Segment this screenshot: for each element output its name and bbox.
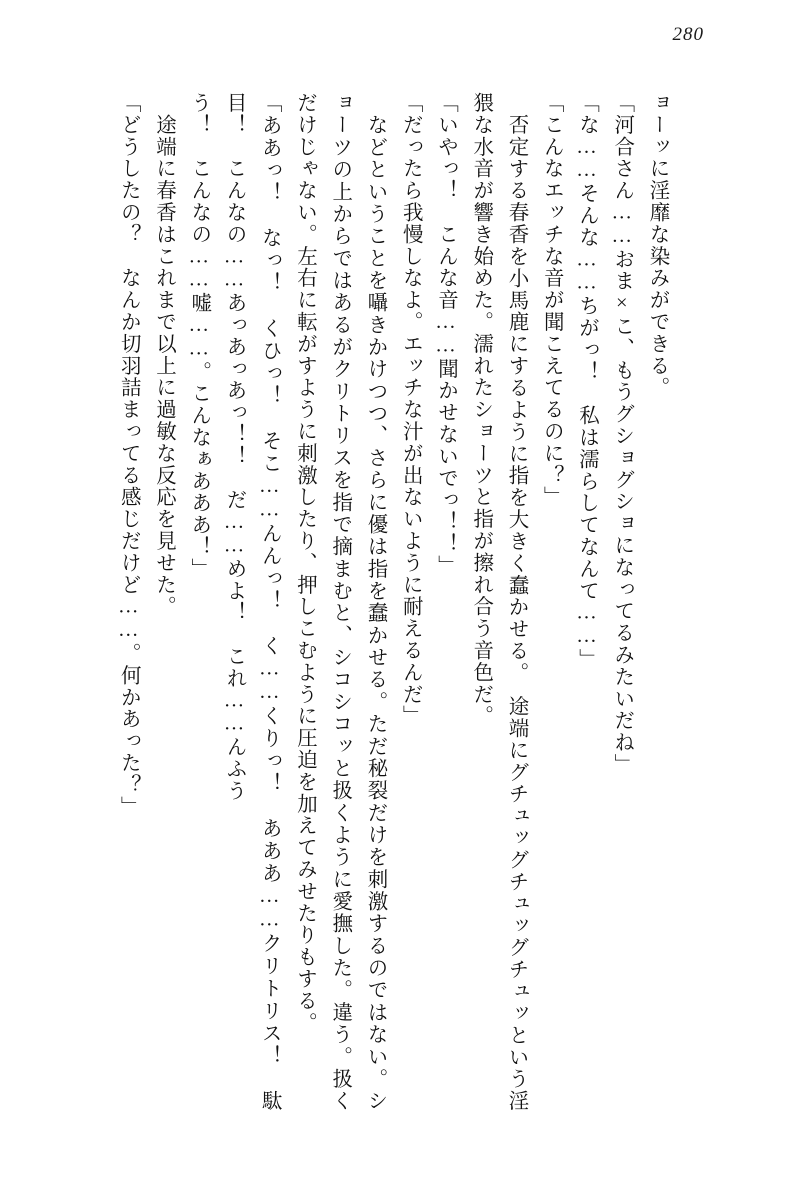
page-number: 280 (672, 24, 704, 45)
paragraph: 「な……そんな……ちがっ！ 私は濡らしてなんて……」 (575, 92, 598, 671)
paragraph: 途端に春香はこれまで以上に過敏な反応を見せた。 (152, 92, 175, 618)
paragraph: 「だったら我慢しなよ。エッチな汁が出ないように耐えるんだ」 (399, 92, 422, 728)
paragraph: 「河合さん……おま×こ、もうグショグショになってるみたいだね」 (610, 92, 633, 776)
paragraph: 「いやっ！ こんな音……聞かせないでっ！！」 (434, 92, 457, 577)
paragraph: 「どうしたの？ なんか切羽詰まってる感じだけど……。何かあった？」 (117, 92, 140, 818)
paragraph: 「ああっ！ なっ！ くひっ！ そこ……んんっ！ く……くりっ！ あああ……クリトリス！ 駄目！ こんなの……あっあっあっ！！ だ……めよ！ これ……んふう (223, 92, 281, 1112)
paragraph: ョーッに淫靡な染みができる。 (646, 92, 668, 399)
paragraph: 「こんなエッチな音が聞こえてるのに？」 (540, 92, 563, 509)
body-text (40, 92, 674, 1112)
paragraph: 否定する春香を小馬鹿にするように指を大きく蠢かせる。 途端にグチュッグチュッグチュッという淫猥な水音が響き始めた。濡れたショーツと指が擦れ合う音色だ。 (469, 92, 527, 1112)
paragraph: などということを囁きかけつつ、さらに優は指を蠢かせる。ただ秘裂だけを刺激するのではない。ショーツの上からではあるがクリトリスを指で摘まむと、シコシコッと扱くように愛撫した。違う。扱くだけじゃない。左右に転がすように刺激したり、押しこむように圧迫を加えてみせたりもする。 (293, 92, 386, 1112)
paragraph: う！ こんなの……嘘……。こんなぁあああ！」 (187, 92, 210, 580)
